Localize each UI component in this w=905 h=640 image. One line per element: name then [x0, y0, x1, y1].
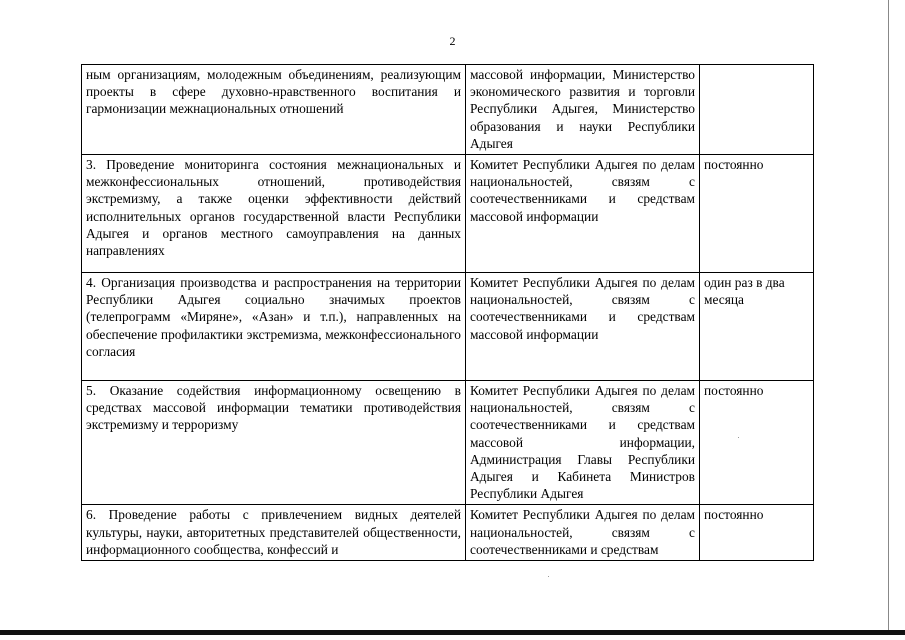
measure-cell: ным организациям, молодежным объединениям, реализующим проекты в сфере духовно-нравственного воспитания и гармонизации межнациональных отношений [82, 65, 466, 155]
executor-cell: Комитет Республики Адыгея по делам национальностей, связям с соотечественниками и средствам [466, 505, 700, 561]
scan-speck [738, 437, 739, 438]
executor-cell: массовой информации, Министерство экономического развития и торговли Республики Адыгея, Министерство образования и науки Республики Адыгея [466, 65, 700, 155]
table-row [82, 505, 814, 561]
term-cell [700, 65, 814, 155]
executor-cell: Комитет Республики Адыгея по делам национальностей, связям с соотечественниками и средствам массовой информации [466, 273, 700, 381]
term-cell: один раз в два месяца [700, 273, 814, 381]
executor-cell: Комитет Республики Адыгея по делам национальностей, связям с соотечественниками и средствам массовой информации [466, 155, 700, 273]
table-row [82, 273, 814, 381]
table-row [82, 65, 814, 155]
term-cell: постоянно [700, 155, 814, 273]
term-cell: постоянно [700, 505, 814, 561]
measure-cell: 5. Оказание содействия информационному освещению в средствах массовой информации тематики противодействия экстремизму и терроризму [82, 381, 466, 505]
scan-edge [888, 0, 889, 630]
scan-speck [548, 576, 549, 577]
page-number: 2 [449, 34, 456, 48]
executor-cell: Комитет Республики Адыгея по делам национальностей, связям с соотечественниками и средствам массовой информации, Администрация Главы Республики Адыгея и Кабинета Министров Республики Адыгея [466, 381, 700, 505]
measure-cell: 6. Проведение работы с привлечением видных деятелей культуры, науки, авторитетных представителей общественности, информационного сообщества, конфессий и [82, 505, 466, 561]
measure-cell: 3. Проведение мониторинга состояния межнациональных и межконфессиональных отношений, противодействия экстремизму, а также оценки эффективности действий исполнительных органов государственной власти Республики Адыгея и органов местного самоуправления на данных направлениях [82, 155, 466, 273]
measure-cell: 4. Организация производства и распространения на территории Республики Адыгея социально значимых проектов (телепрограмм «Миряне», «Азан» и т.п.), направленных на обеспечение профилактики экстремизма, межконфессионального согласия [82, 273, 466, 381]
table-row [82, 381, 814, 505]
term-cell: постоянно [700, 381, 814, 505]
measures-table [81, 64, 814, 561]
table-row [82, 155, 814, 273]
scan-bottom-edge [0, 630, 905, 635]
